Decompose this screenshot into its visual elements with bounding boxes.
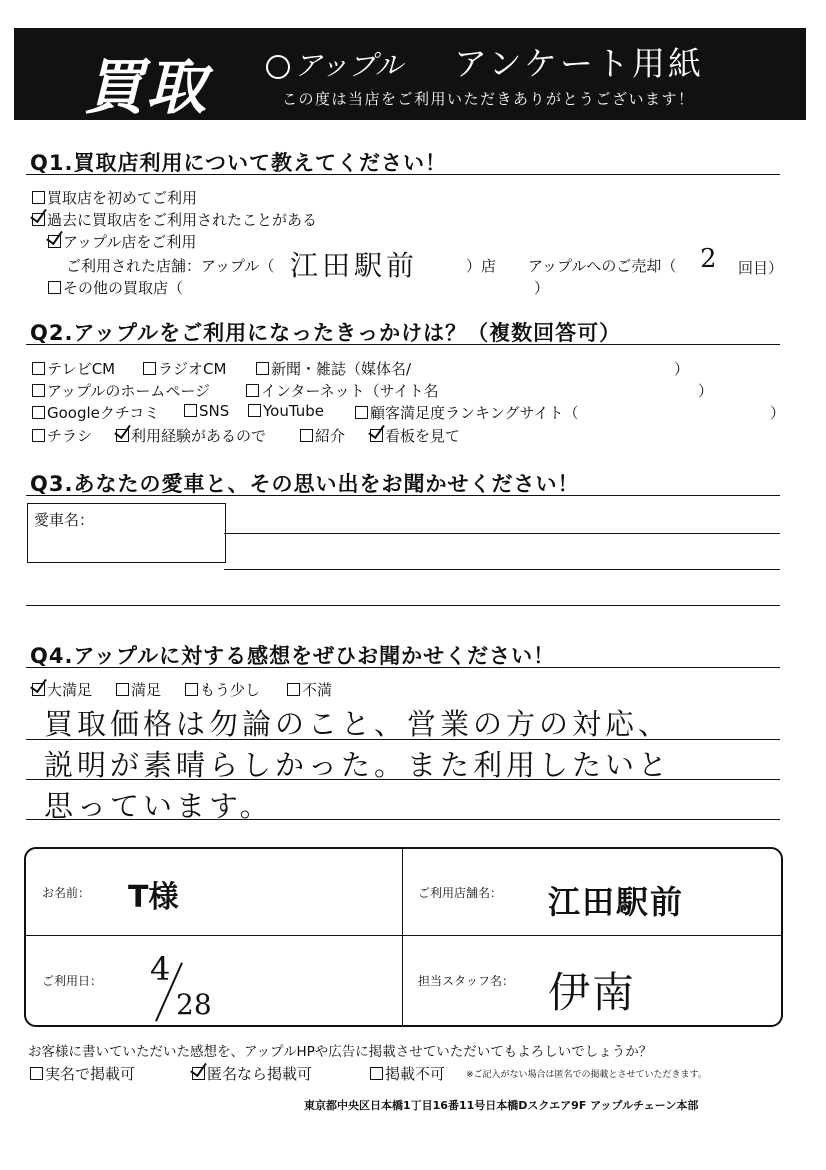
- q2-option-flyer[interactable]: [32, 425, 92, 446]
- store-name-label: ご利用店舗名：: [418, 886, 503, 900]
- footer-address: 東京都中央区日本橋1丁目16番11号日本橋Dスクエア9F アップルチェーン本部: [304, 1099, 699, 1112]
- checkbox-checked[interactable]: [48, 235, 61, 248]
- option-label: 大満足: [47, 681, 93, 699]
- checkbox-checked[interactable]: [192, 1067, 205, 1080]
- q2-option-youtube[interactable]: [248, 402, 324, 420]
- q2-rule: [26, 344, 780, 345]
- checkbox[interactable]: [30, 1067, 43, 1080]
- consent-question: お客様に書いていただいた感想を、アップルHPや広告に掲載させていただいてもよろしいでしょうか？: [28, 1044, 653, 1060]
- q1-option-other[interactable]: [48, 277, 183, 298]
- checkbox-checked[interactable]: [32, 213, 45, 226]
- q4-rule: [26, 667, 780, 668]
- q4-option-somewhat[interactable]: [185, 679, 260, 700]
- q4-option-very-satisfied[interactable]: [32, 679, 92, 700]
- staff-label: 担当スタッフ名：: [418, 974, 515, 988]
- q1-heading: Q1.買取店利用について教えてください！: [30, 151, 448, 175]
- q2-heading: Q2.アップルをご利用になったきっかけは？（複数回答可）: [30, 321, 622, 345]
- option-label: 実名で掲載可: [45, 1065, 136, 1083]
- consent-note: ※ご記入がない場合は匿名での掲載とさせていただきます。: [466, 1070, 707, 1080]
- option-label: 不満: [302, 681, 333, 699]
- option-label: 利用経験があるので: [131, 427, 267, 445]
- q2-option-tv[interactable]: [32, 358, 115, 379]
- memory-line: [224, 533, 780, 534]
- q2-option-signboard[interactable]: [370, 425, 460, 446]
- checkbox[interactable]: [246, 384, 259, 397]
- option-label: 看板を見て: [385, 427, 461, 445]
- memory-line: [224, 569, 780, 570]
- option-label: 匿名なら掲載可: [207, 1065, 313, 1083]
- date-label: ご利用日：: [42, 974, 103, 988]
- option-label: Googleクチコミ: [47, 404, 160, 422]
- q2-option-referral[interactable]: [300, 425, 345, 446]
- checkbox[interactable]: [184, 404, 197, 417]
- q1-rule: [26, 174, 780, 175]
- q1-option-past[interactable]: [32, 209, 317, 230]
- checkbox-checked[interactable]: [116, 429, 129, 442]
- option-label: YouTube: [263, 402, 324, 420]
- q2-news-close: ）: [674, 360, 690, 378]
- checkbox-checked[interactable]: [370, 429, 383, 442]
- option-label: 顧客満足度ランキングサイト（: [370, 404, 579, 422]
- option-label: インターネット（サイト名: [261, 382, 439, 400]
- form-title: アンケート用紙: [454, 44, 705, 83]
- q2-option-radio[interactable]: [143, 358, 226, 379]
- q2-option-news[interactable]: [256, 358, 411, 379]
- q4-option-dissatisfied[interactable]: [287, 679, 332, 700]
- header-kaitori-title: 買取: [84, 53, 208, 123]
- checkbox[interactable]: [370, 1067, 383, 1080]
- comment-line-3[interactable]: 思っています。: [44, 789, 273, 823]
- checkbox[interactable]: [116, 683, 129, 696]
- store-name-value[interactable]: 江田駅前: [548, 883, 685, 921]
- card-divider-horizontal: [24, 935, 781, 936]
- date-day[interactable]: 28: [176, 988, 212, 1021]
- checkbox-checked[interactable]: [32, 683, 45, 696]
- checkbox[interactable]: [32, 384, 45, 397]
- option-label: 新聞・雑誌（媒体名/: [271, 360, 412, 378]
- consent-real-name[interactable]: [30, 1063, 135, 1084]
- checkbox[interactable]: [355, 406, 368, 419]
- q3-heading: Q3.あなたの愛車と、その思い出をお聞かせください！: [30, 472, 580, 496]
- q2-internet-close: ）: [698, 382, 714, 400]
- checkbox[interactable]: [32, 362, 45, 375]
- option-label: アップル店をご利用: [63, 233, 197, 251]
- option-label: チラシ: [47, 427, 93, 445]
- option-label: SNS: [199, 402, 230, 420]
- checkbox[interactable]: [32, 429, 45, 442]
- store-label: ご利用された店舗：アップル（: [66, 257, 275, 275]
- checkbox[interactable]: [248, 404, 261, 417]
- q1-store-suffix: ）店: [466, 257, 497, 275]
- option-label: テレビCM: [47, 360, 116, 378]
- car-name-box[interactable]: [27, 503, 226, 563]
- q2-option-ranking[interactable]: [355, 402, 579, 423]
- q2-option-sns[interactable]: [184, 402, 229, 420]
- q2-option-google[interactable]: [32, 402, 159, 423]
- option-label: 紹介: [315, 427, 346, 445]
- card-divider-vertical: [402, 847, 403, 1025]
- checkbox[interactable]: [48, 281, 61, 294]
- checkbox[interactable]: [185, 683, 198, 696]
- q3-rule: [26, 495, 780, 496]
- option-label: 過去に買取店をご利用されたことがある: [47, 211, 318, 229]
- comment-line-1[interactable]: 買取価格は勿論のこと、営業の方の対応、: [44, 707, 672, 741]
- option-label: 満足: [131, 681, 162, 699]
- option-label: アップルのホームページ: [47, 382, 211, 400]
- consent-anonymous[interactable]: [192, 1063, 312, 1084]
- q2-option-homepage[interactable]: [32, 380, 210, 401]
- option-label: その他の買取店（: [63, 279, 184, 297]
- memory-line: [26, 605, 780, 606]
- option-label: 掲載不可: [385, 1065, 446, 1083]
- header-subtitle: この度は当店をご利用いただきありがとうございます！: [282, 90, 695, 108]
- checkbox[interactable]: [143, 362, 156, 375]
- consent-no[interactable]: [370, 1063, 445, 1084]
- checkbox[interactable]: [32, 191, 45, 204]
- name-label: お名前：: [42, 886, 91, 900]
- q1-option-first[interactable]: [32, 187, 197, 208]
- option-label: 買取店を初めてご利用: [47, 189, 198, 207]
- q1-sale-suffix: 回目）: [738, 259, 784, 277]
- q1-store-field: [66, 255, 274, 276]
- q1-other-close: ）: [534, 279, 550, 297]
- q4-option-satisfied[interactable]: [116, 679, 161, 700]
- q2-option-experience[interactable]: [116, 425, 266, 446]
- q1-sale-label: アップルへのご売却（: [528, 257, 677, 275]
- q1-option-apple[interactable]: [48, 231, 196, 252]
- comment-line-2[interactable]: 説明が素晴らしかった。また利用したいと: [44, 748, 672, 782]
- checkbox[interactable]: [256, 362, 269, 375]
- car-name-label: 愛車名：: [34, 511, 95, 529]
- option-label: ラジオCM: [158, 360, 227, 378]
- brand-name: アップル: [294, 49, 403, 82]
- q2-option-internet[interactable]: [246, 380, 439, 401]
- q1-store-value[interactable]: 江田駅前: [290, 249, 419, 282]
- brand-logo: [266, 44, 403, 84]
- q4-heading: Q4.アップルに対する感想をぜひお聞かせください！: [30, 644, 556, 668]
- apple-logo-icon: [266, 55, 290, 79]
- name-value[interactable]: T様: [128, 880, 179, 915]
- date-month[interactable]: 4: [150, 950, 171, 988]
- q2-ranking-close: ）: [770, 404, 786, 422]
- q1-sale-value[interactable]: 2: [700, 244, 717, 274]
- header-banner: [14, 28, 806, 123]
- staff-value[interactable]: 伊南: [548, 968, 637, 1017]
- option-label: もう少し: [200, 681, 261, 699]
- checkbox[interactable]: [32, 406, 45, 419]
- checkbox[interactable]: [300, 429, 313, 442]
- checkbox[interactable]: [287, 683, 300, 696]
